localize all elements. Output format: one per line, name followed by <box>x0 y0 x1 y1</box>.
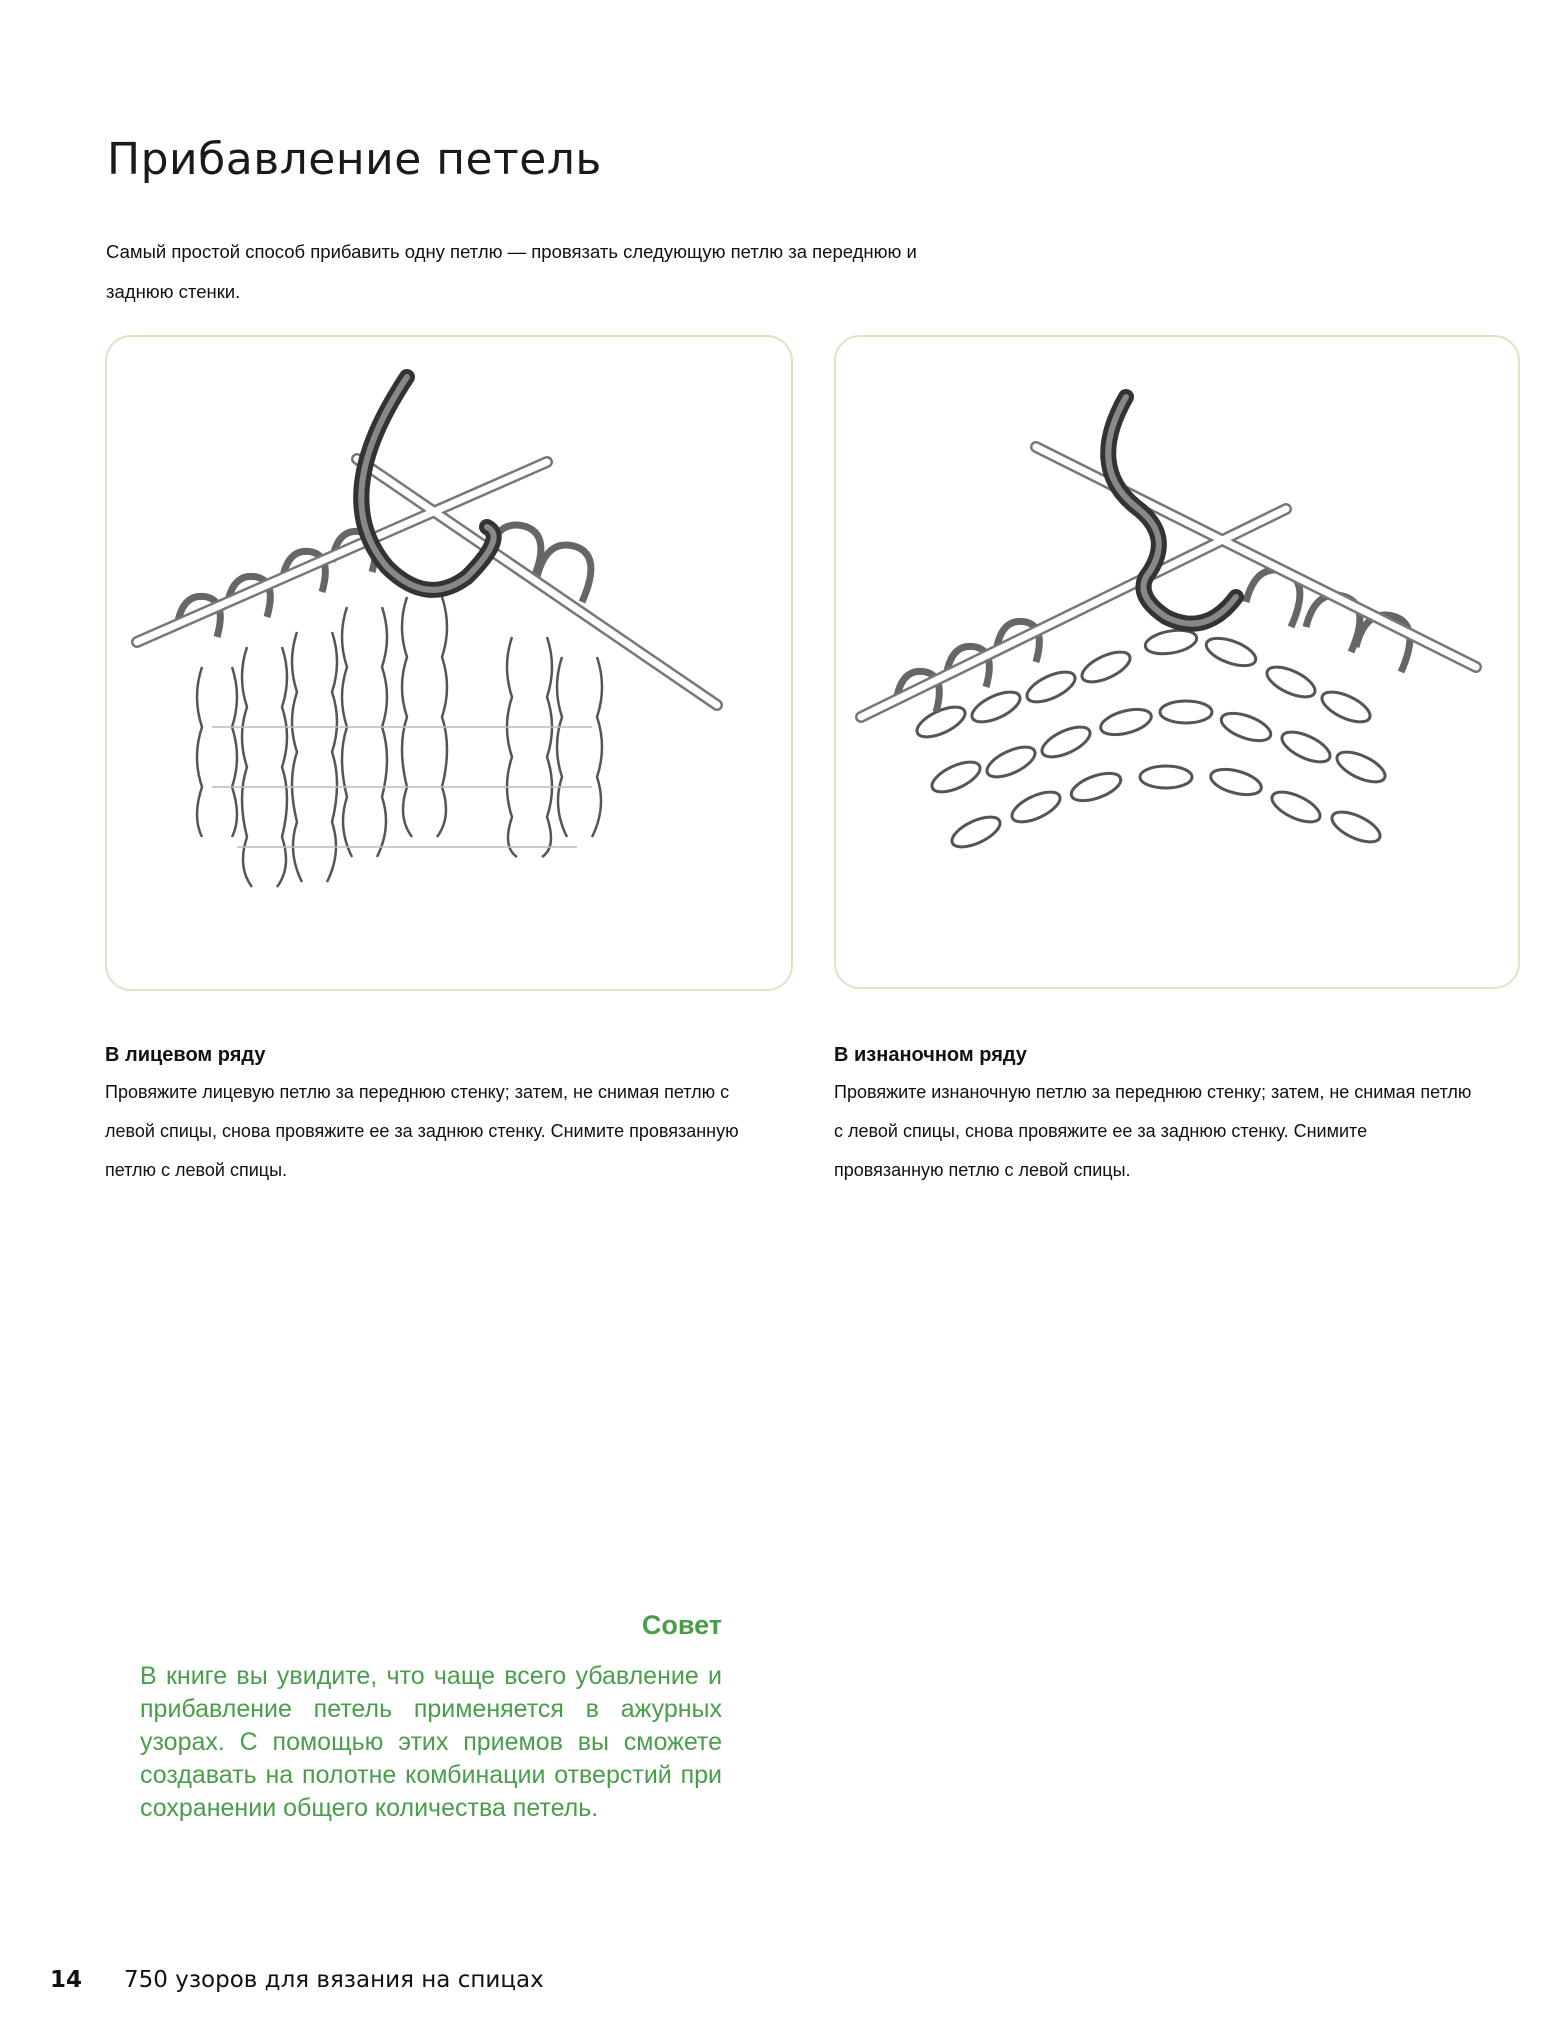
purl-row-heading: В изнаночном ряду <box>834 1044 1027 1066</box>
page-footer <box>50 1967 544 1993</box>
page-number: 14 <box>50 1967 83 1993</box>
knit-row-increase-illustration <box>107 337 791 989</box>
illustration-frame-purl <box>834 335 1520 989</box>
tip-title: Совет <box>641 1610 722 1640</box>
illustration-frame-knit <box>105 335 793 991</box>
book-title: 750 узоров для вязания на спицах <box>124 1967 544 1993</box>
purl-row-caption <box>834 1044 1474 1190</box>
purl-row-increase-illustration <box>836 337 1518 987</box>
intro-paragraph: Самый простой способ прибавить одну петлю — провязать следующую петлю за переднюю и заднюю стенки. <box>106 241 917 302</box>
purl-row-text: Провяжите изнаночную петлю за переднюю стенку; затем, не снимая петлю с левой спицы, снова провяжите ее за заднюю стенку. Снимите провязанную петлю с левой спицы. <box>834 1082 1472 1180</box>
page-title: Прибавление петель <box>107 134 602 185</box>
knit-row-caption <box>105 1044 745 1190</box>
knit-row-text: Провяжите лицевую петлю за переднюю стенку; затем, не снимая петлю с левой спицы, снова провяжите ее за заднюю стенку. Снимите провязанную петлю с левой спицы. <box>105 1082 739 1180</box>
tip-text: В книге вы увидите, что чаще всего убавление и прибавление петель применяется в ажурных узорах. С помощью этих приемов вы сможете создавать на полотне комбинации отверстий при сохранении общего количества петель. <box>140 1662 722 1822</box>
knit-row-heading: В лицевом ряду <box>105 1044 266 1066</box>
